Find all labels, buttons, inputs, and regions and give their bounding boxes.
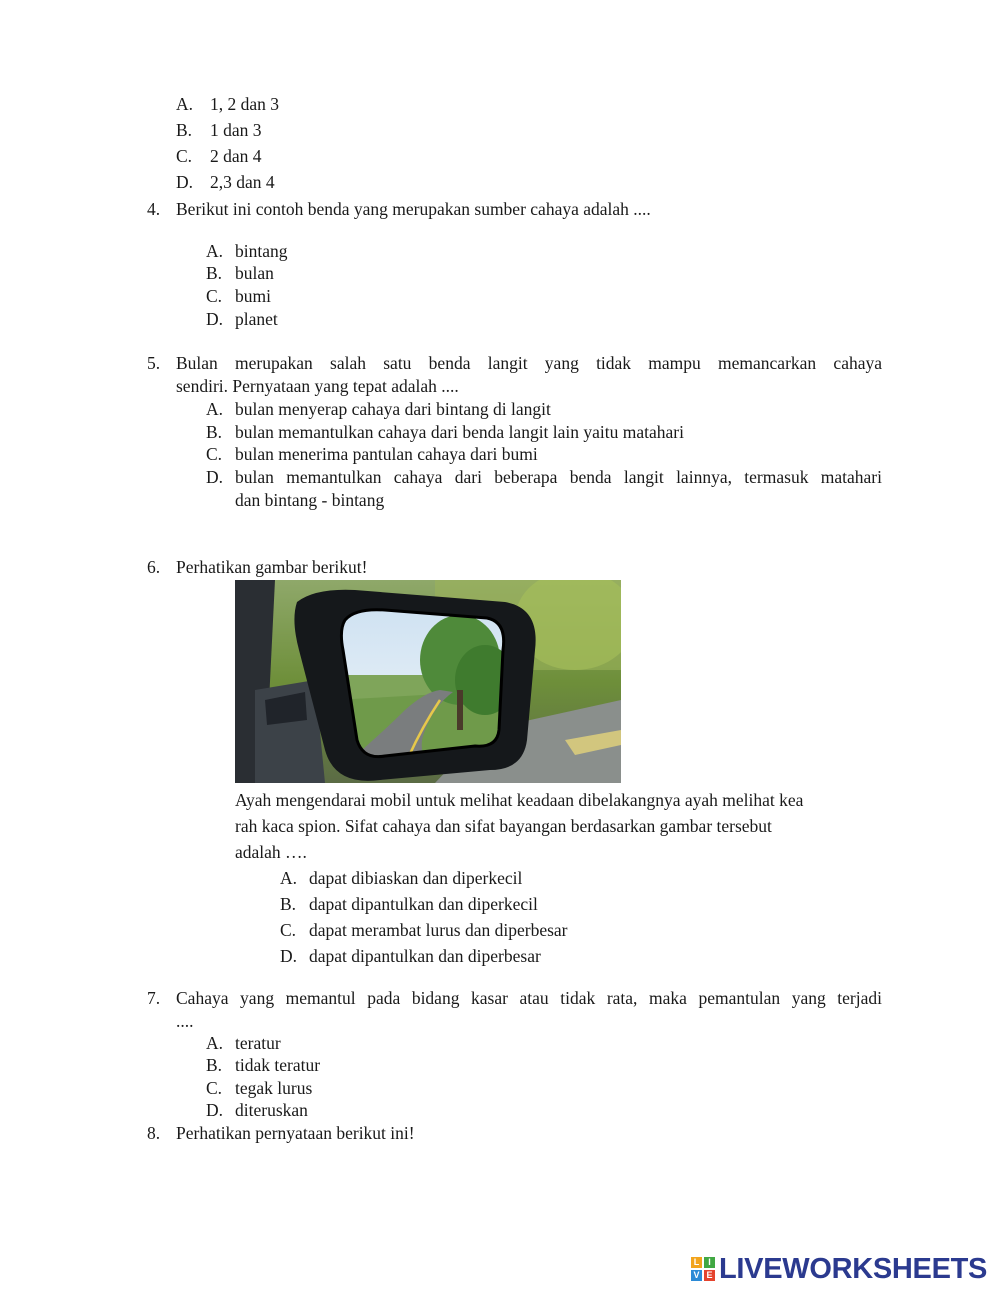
q8-number: 8. [147,1123,161,1143]
logo-block-v: V [691,1270,702,1281]
q6-desc-line2: rah kaca spion. Sifat cahaya dan sifat bayangan berdasarkan gambar tersebut [235,816,772,836]
q6-option-c-letter: C. [280,920,297,940]
q7-option-b-text: tidak teratur [235,1055,321,1075]
q7-option-b-letter: B. [206,1055,223,1075]
q4-text: Berikut ini contoh benda yang merupakan sumber cahaya adalah .... [176,199,651,219]
q7-option-a-text: teratur [235,1033,281,1053]
q4-number: 4. [147,199,161,219]
side-mirror-illustration [235,580,621,783]
q6-option-b-letter: B. [280,894,297,914]
side-mirror-photo [235,580,621,783]
q7-text-line1: Cahaya yang memantul pada bidang kasar atau tidak rata, maka pemantulan yang terjadi [176,988,882,1008]
q7-option-c-letter: C. [206,1078,223,1098]
q4-option-a-text: bintang [235,241,288,261]
q5-text-line2: sendiri. Pernyataan yang tepat adalah .... [176,376,459,396]
q3-option-a-letter: A. [176,94,194,114]
q3-option-d-letter: D. [176,172,194,192]
q4-option-b-text: bulan [235,263,274,283]
q5-option-d-text-cont: dan bintang - bintang [235,490,385,510]
q8-text: Perhatikan pernyataan berikut ini! [176,1123,415,1143]
q6-desc-line3: adalah …. [235,842,307,862]
q7-text-line2: .... [176,1011,194,1031]
q5-option-a-text: bulan menyerap cahaya dari bintang di langit [235,399,551,419]
q5-option-d-text: bulan memantulkan cahaya dari beberapa benda langit lainnya, termasuk matahari [235,467,882,487]
q7-option-c-text: tegak lurus [235,1078,313,1098]
q6-number: 6. [147,557,161,577]
q6-option-a-letter: A. [280,868,298,888]
q6-text: Perhatikan gambar berikut! [176,557,368,577]
q6-option-c-text: dapat merambat lurus dan diperbesar [309,920,568,940]
logo-text: LIVEWORKSHEETS [719,1252,988,1285]
q6-option-b-text: dapat dipantulkan dan diperkecil [309,894,538,914]
q6-option-d-text: dapat dipantulkan dan diperbesar [309,946,541,966]
q4-option-c-text: bumi [235,286,271,306]
q5-text-line1: Bulan merupakan salah satu benda langit yang tidak mampu memancarkan cahaya [176,353,882,373]
q7-option-d-text: diteruskan [235,1100,308,1120]
q3-option-c-letter: C. [176,146,193,166]
q5-option-b-text: bulan memantulkan cahaya dari benda langit lain yaitu matahari [235,422,684,442]
q6-desc-line1: Ayah mengendarai mobil untuk melihat keadaan dibelakangnya ayah melihat kea [235,790,804,810]
q3-option-b-letter: B. [176,120,193,140]
q3-option-d-text: 2,3 dan 4 [210,172,275,192]
q4-option-a-letter: A. [206,241,224,261]
liveworksheets-logo [691,1252,991,1286]
q4-option-d-letter: D. [206,309,224,329]
q4-option-c-letter: C. [206,286,223,306]
q7-option-a-letter: A. [206,1033,224,1053]
q6-option-a-text: dapat dibiaskan dan diperkecil [309,868,523,888]
q3-option-b-text: 1 dan 3 [210,120,262,140]
logo-block-i: I [704,1257,715,1268]
q5-option-c-text: bulan menerima pantulan cahaya dari bumi [235,444,538,464]
q5-option-c-letter: C. [206,444,223,464]
logo-blocks-icon [691,1257,715,1281]
q3-option-c-text: 2 dan 4 [210,146,262,166]
q4-option-b-letter: B. [206,263,223,283]
q5-option-d-letter: D. [206,467,224,487]
q3-option-a-text: 1, 2 dan 3 [210,94,280,114]
q7-number: 7. [147,988,161,1008]
q5-option-b-letter: B. [206,422,223,442]
q4-option-d-text: planet [235,309,278,329]
q5-option-a-letter: A. [206,399,224,419]
logo-block-l: L [691,1257,702,1268]
logo-block-e: E [704,1270,715,1281]
q7-option-d-letter: D. [206,1100,224,1120]
q6-option-d-letter: D. [280,946,298,966]
q5-number: 5. [147,353,161,373]
